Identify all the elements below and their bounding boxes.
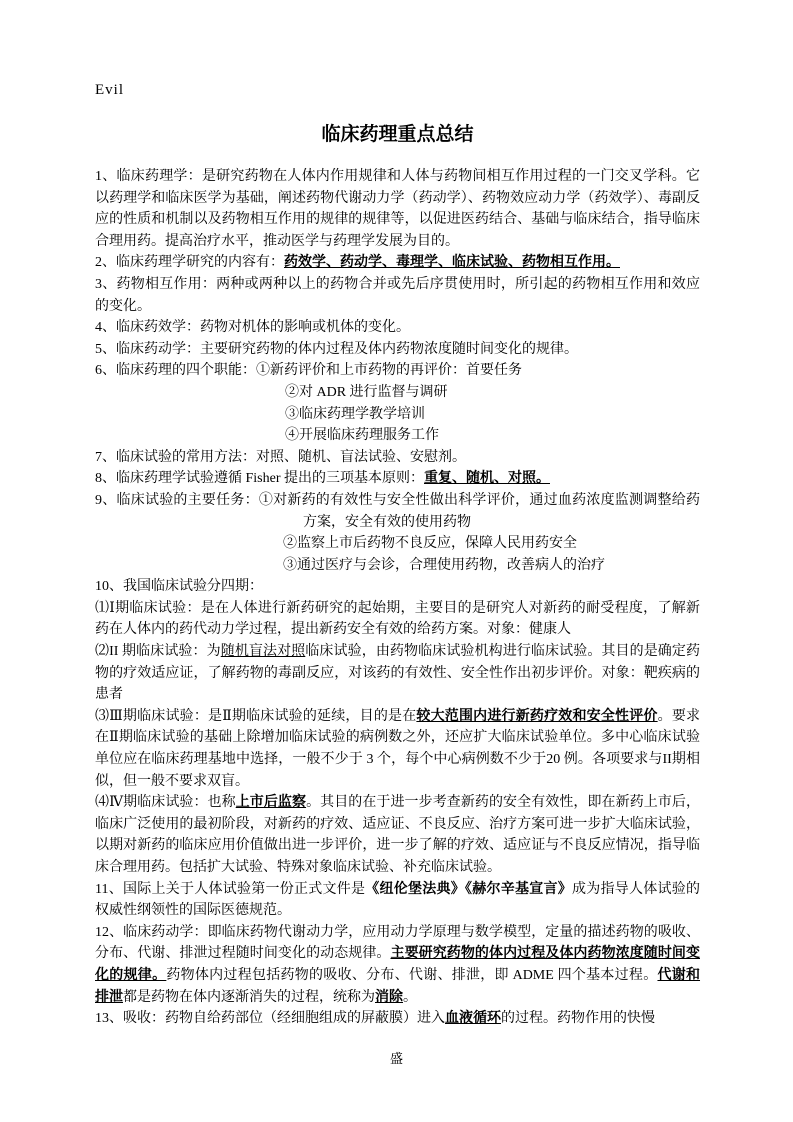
text-run: 1、临床药理学：是研究药物在人体内作用规律和人体与药物间相互作用过程的一门交叉学科。它以药理学和临床医学为基础，阐述药物代谢动力学（药动学）、药物效应动力学（药效学）、毒副反应的性质和机制以及药物相互作用的规律的规律等，以促进医药结合、基础与临床结合，指导临床合理用药。提高治疗水平，推动医学与药理学发展为目的。	[95, 169, 700, 249]
item-12	[95, 922, 700, 1008]
text-run: ②监察上市后药物不良反应，保障人民用药安全	[283, 536, 577, 552]
item-11	[95, 879, 700, 922]
text-run-emphasis: 上市后监察	[235, 795, 307, 811]
text-run: ③临床药理学教学培训	[285, 406, 425, 422]
item-10-heading	[95, 576, 700, 598]
item-6-line-3	[95, 404, 700, 426]
text-run: 的过程。药物作用的快慢	[501, 1011, 655, 1027]
header-text: Evil	[95, 82, 124, 98]
item-13	[95, 1008, 700, 1030]
text-run: 7、临床试验的常用方法：对照、随机、盲法试验、安慰剂。	[95, 449, 466, 465]
text-run: 药物体内过程包括药物的吸收、分布、代谢、排泄，即 ADME 四个基本过程。	[166, 967, 658, 983]
text-run: 临床试验，由药物临床试验机构进行临床试验。其目的是确定药物的疗效适应证，了解药物的毒副反应，对该药的有效性、安全性作出初步评价。对象：靶疾病的患者	[95, 644, 701, 703]
text-run: 4、临床药效学：药物对机体的影响或机体的变化。	[95, 320, 410, 336]
item-8	[95, 468, 700, 490]
text-run: ④开展临床药理服务工作	[285, 428, 439, 444]
item-10-phase-2	[95, 641, 700, 706]
text-run: 8、临床药理学试验遵循 Fisher 提出的三项基本原则：	[95, 471, 424, 487]
item-6-line-1	[95, 360, 700, 382]
item-6-line-4	[95, 425, 700, 447]
item-4	[95, 317, 700, 339]
item-10-phase-4	[95, 792, 700, 878]
item-2	[95, 252, 700, 274]
item-1	[95, 166, 700, 252]
text-run: ③通过医疗与会诊，合理使用药物，改善病人的治疗	[283, 557, 605, 573]
item-5	[95, 339, 700, 361]
footer-text: 盛	[389, 1051, 403, 1066]
item-10-phase-1	[95, 598, 700, 641]
text-run: 成为指导人体试验的权威性纲领性的国际医德规范。	[95, 881, 701, 919]
item-9-task-3	[95, 555, 700, 577]
item-6-line-2	[95, 382, 700, 404]
text-run: 3、药物相互作用：两种或两种以上的药物合并或先后序贯使用时，所引起的药物相互作用和效应的变化。	[95, 276, 700, 314]
text-run: 。要求在Ⅱ期临床试验的基础上除增加临床试验的病例数之外，还应扩大临床试验单位。多中心临床试验单位应在临床药理基地中选择，一般不少于 3 个，每个中心病例数不少于20 例。各项要求与II期相似，但一般不要求双盲。	[95, 708, 701, 789]
text-run-underline: 随机盲法对照	[220, 644, 306, 660]
item-3	[95, 274, 700, 317]
text-run-emphasis: 消除	[375, 989, 403, 1005]
text-run-emphasis: 主要研究药物的体内过程及体内药物浓度随时间变化的规律。	[95, 946, 700, 983]
item-7	[95, 447, 700, 469]
text-run: 12、临床药动学：即临床药物代谢动力学，应用动力学原理与数学模型，定量的描述药物的吸收、分布、代谢、排泄过程随时间变化的动态规律。	[95, 924, 700, 962]
text-run: 5、临床药动学：主要研究药物的体内过程及体内药物浓度随时间变化的规律。	[95, 341, 578, 357]
text-run: 6、临床药理的四个职能：①新药评价和上市药物的再评价：首要任务	[95, 363, 522, 379]
text-run-emphasis: 重复、随机、对照。	[424, 471, 550, 487]
text-run: 11、国际上关于人体试验第一份正式文件是	[95, 881, 366, 897]
text-run-emphasis: 代谢和排泄	[95, 967, 701, 1005]
text-run-bold: 《纽伦堡法典》《赫尔辛基宣言》	[365, 881, 573, 897]
document-title: 临床药理重点总结	[321, 124, 474, 145]
item-9-task-2	[95, 533, 700, 555]
text-run-emphasis: 药效学、药动学、毒理学、临床试验、药物相互作用。	[284, 255, 620, 271]
item-10-phase-3	[95, 706, 700, 792]
text-run: ⑶Ⅲ期临床试验：是Ⅱ期临床试验的延续，目的是在	[95, 708, 417, 724]
text-run: 都是药物在体内逐渐消失的过程，统称为	[123, 989, 375, 1005]
text-run: ⑵II 期临床试验：为	[95, 644, 221, 660]
text-run-emphasis: 血液循环	[445, 1011, 501, 1027]
text-run: ②对 ADR 进行监督与调研	[285, 384, 448, 400]
text-run: ⑷Ⅳ期临床试验：也称	[95, 795, 236, 811]
text-run: 10、我国临床试验分四期：	[95, 579, 263, 595]
text-run: ⑴Ⅰ期临床试验：是在人体进行新药研究的起始期，主要目的是研究人对新药的耐受程度，了解新药在人体内的药代动力学过程，提出新药安全有效的给药方案。对象：健康人	[95, 600, 700, 638]
text-run: 2、临床药理学研究的内容有：	[95, 255, 284, 271]
text-run: 。	[403, 989, 417, 1005]
text-run: 9、临床试验的主要任务：①对新药的有效性与安全性做出科学评价，通过血药浓度监测调整给药方案，安全有效的使用药物	[95, 492, 700, 530]
item-9-task-1	[95, 490, 700, 533]
document-body	[95, 166, 700, 1030]
text-run: 。其目的在于进一步考查新药的安全有效性，即在新药上市后，临床广泛使用的最初阶段，对新药的疗效、适应证、不良反应、治疗方案可进一步扩大临床试验，以期对新药的临床应用价值做出进一步评价，进一步了解的疗效、适应证与不良反应情况，指导临床合理用药。包括扩大试验、特殊对象临床试验、补充临床试验。	[95, 795, 700, 875]
text-run-emphasis: 较大范围内进行新药疗效和安全性评价	[416, 708, 658, 724]
text-run: 13、吸收：药物自给药部位（经细胞组成的屏蔽膜）进入	[95, 1011, 445, 1027]
